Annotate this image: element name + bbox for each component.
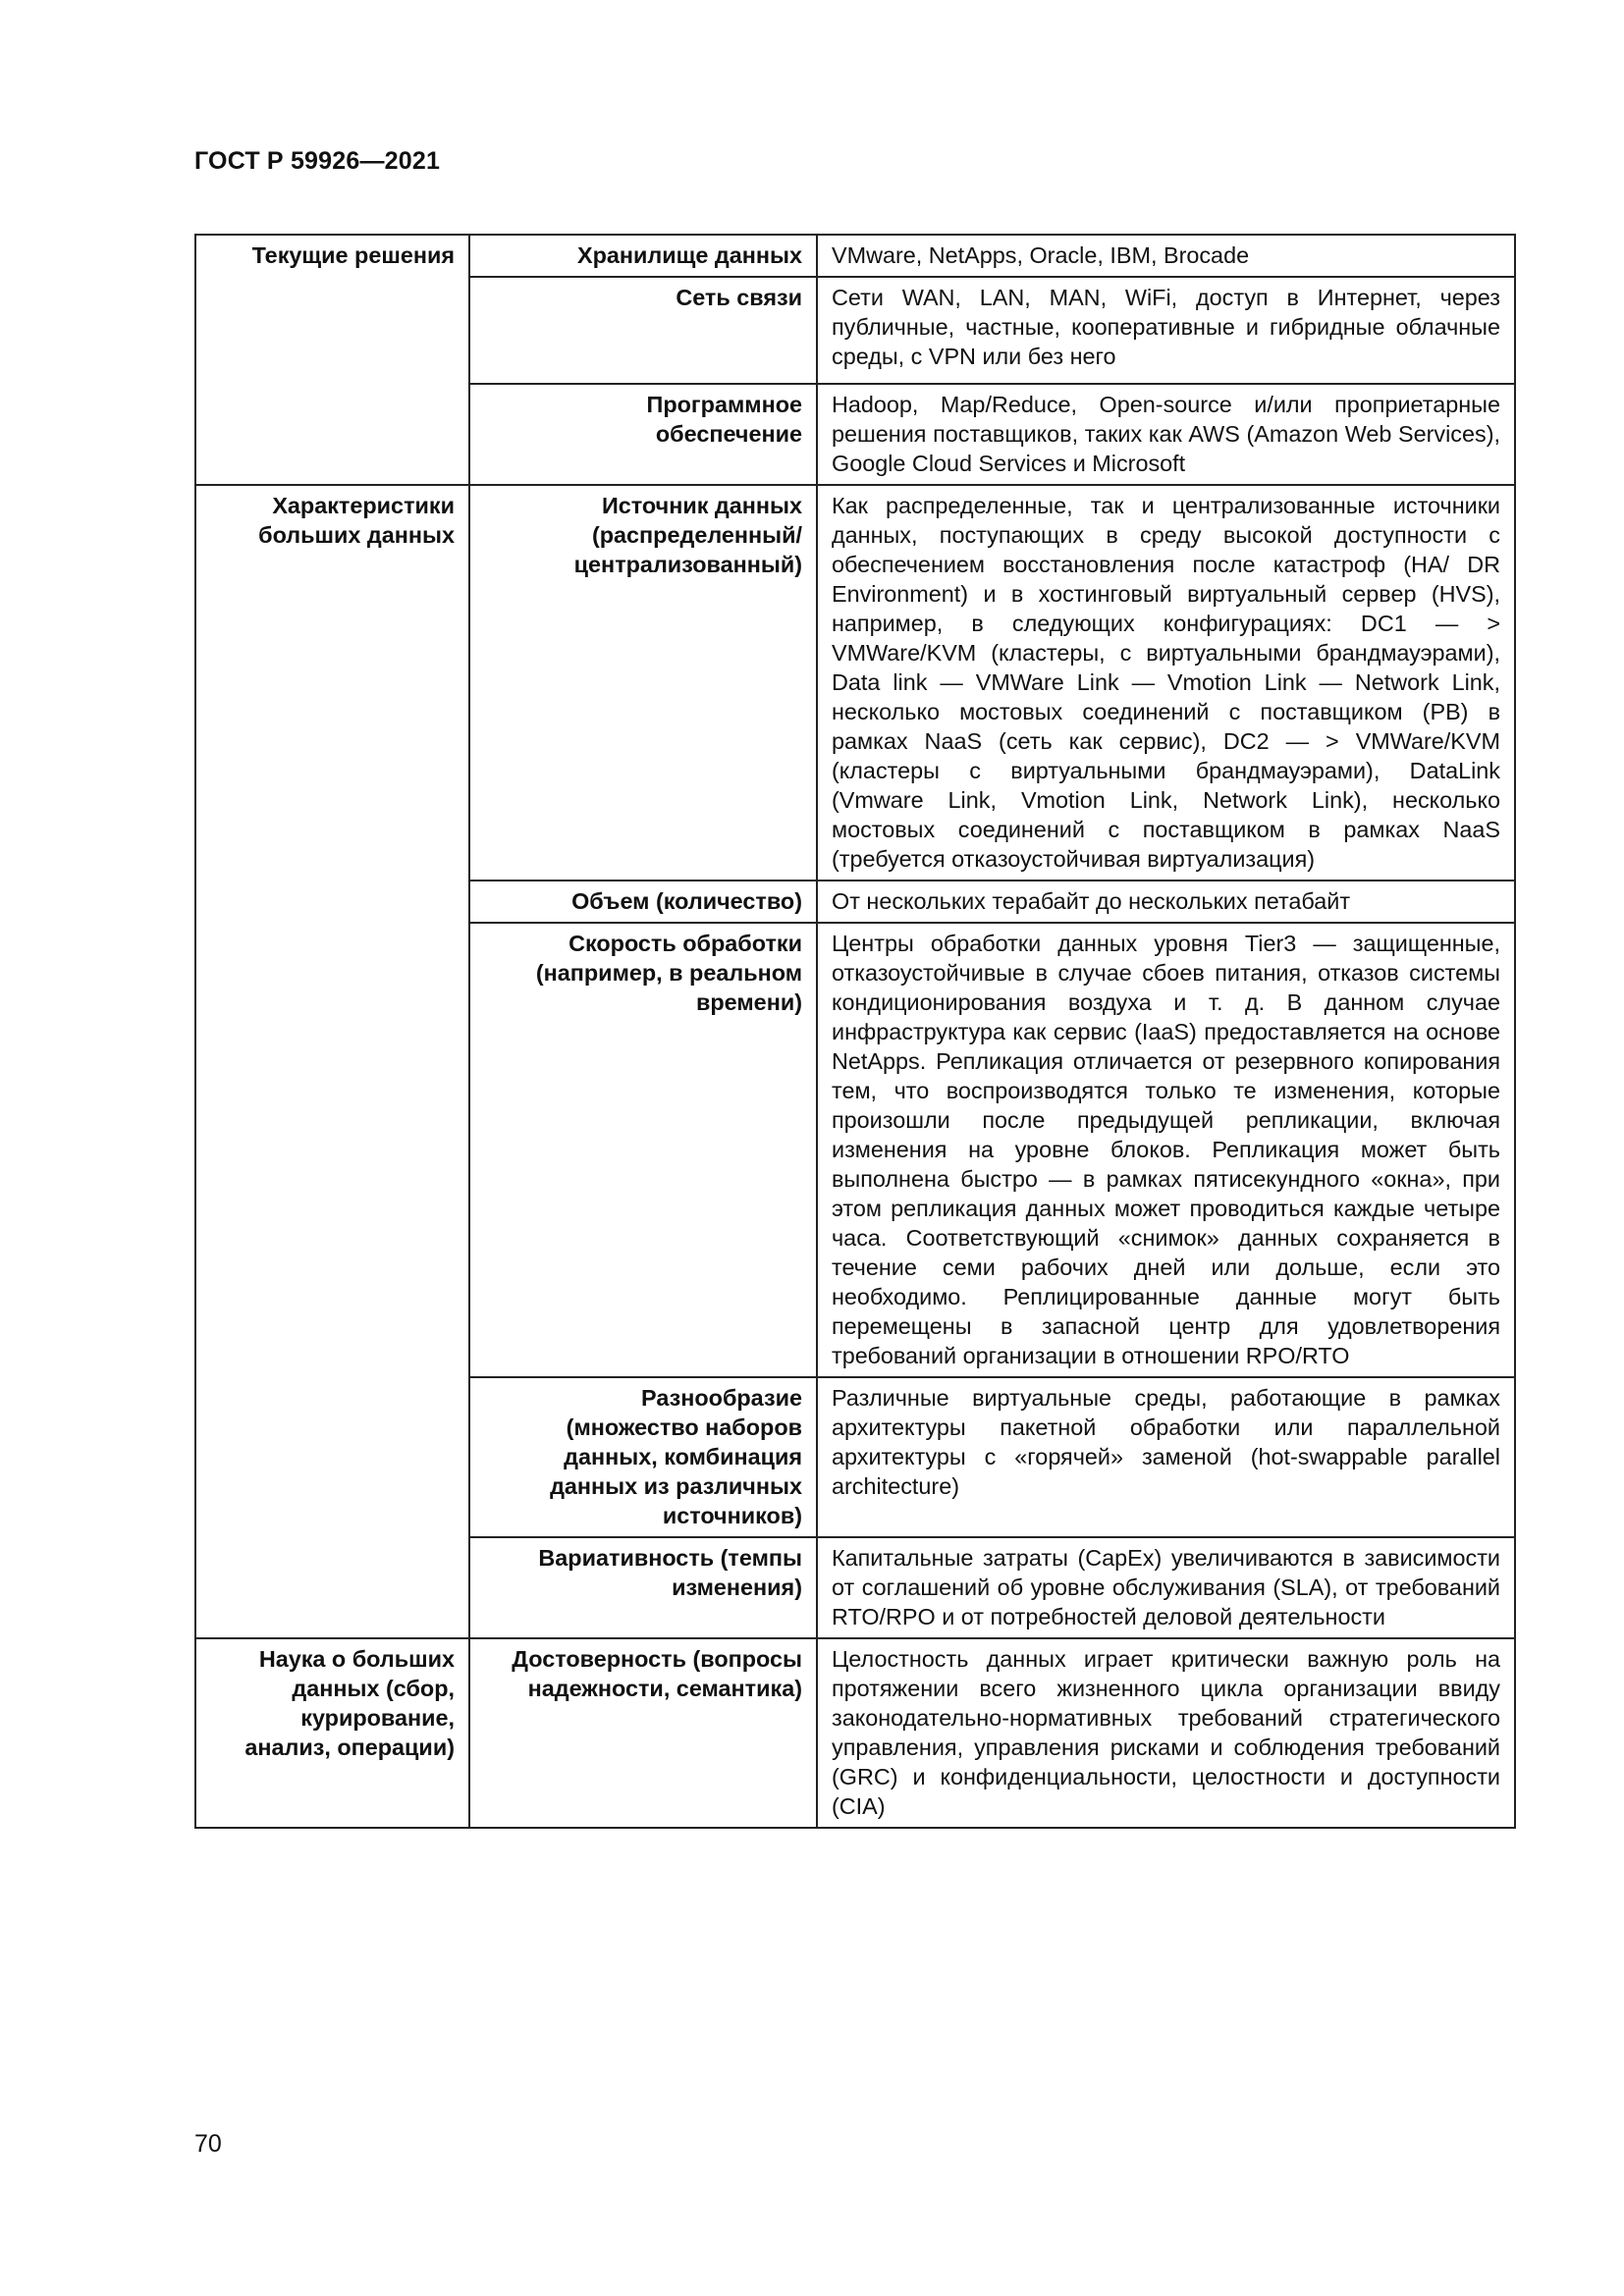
category-cell: Наука о больших данных (сбор, курирование, анализ, операции): [195, 1638, 469, 1828]
data-table: [194, 234, 1516, 1829]
description-cell: Капитальные затраты (CapEx) увеличиваются в зависимости от соглашений об уровне обслуживания (SLA), от требований RTO/RPO и от потребностей деловой деятельности: [817, 1537, 1515, 1638]
description-cell: Целостность данных играет критически важную роль на протяжении всего жизненного цикла организации ввиду законодательно-нормативных требований стратегического управления, управления рисками и соблюдения требований (GRC) и конфиденциальности, целостности и доступности (CIA): [817, 1638, 1515, 1828]
document-header: ГОСТ Р 59926—2021: [194, 147, 441, 175]
property-cell: Скорость обработки (например, в реальном времени): [469, 923, 817, 1377]
table-row: [195, 1638, 1515, 1828]
property-cell: Объем (количество): [469, 881, 817, 923]
description-cell: VMware, NetApps, Oracle, IBM, Brocade: [817, 235, 1515, 277]
description-cell: От нескольких терабайт до нескольких петабайт: [817, 881, 1515, 923]
property-cell: Разнообразие (множество наборов данных, комбинация данных из различных источников): [469, 1377, 817, 1537]
property-cell: Достоверность (вопросы надежности, семантика): [469, 1638, 817, 1828]
property-cell: Вариативность (темпы изменения): [469, 1537, 817, 1638]
description-cell: Сети WAN, LAN, MAN, WiFi, доступ в Интернет, через публичные, частные, кооперативные и гибридные облачные среды, с VPN или без него: [817, 277, 1515, 384]
category-cell: Текущие решения: [195, 235, 469, 485]
property-cell: Хранилище данных: [469, 235, 817, 277]
property-cell: Программное обеспечение: [469, 384, 817, 485]
table-row: [195, 235, 1515, 277]
page-number: 70: [194, 2130, 222, 2158]
category-cell: Характеристики больших данных: [195, 485, 469, 1638]
table-row: [195, 485, 1515, 881]
description-cell: Различные виртуальные среды, работающие в рамках архитектуры пакетной обработки или параллельной архитектуры с «горячей» заменой (hot-swappable parallel architecture): [817, 1377, 1515, 1537]
property-cell: Сеть связи: [469, 277, 817, 384]
property-cell: Источник данных (распределенный/ централизованный): [469, 485, 817, 881]
description-cell: Hadoop, Map/Reduce, Open-source и/или проприетарные решения поставщиков, таких как AWS (Amazon Web Services), Google Cloud Services и Microsoft: [817, 384, 1515, 485]
description-cell: Как распределенные, так и централизованные источники данных, поступающих в среду высокой доступности с обеспечением восстановления после катастроф (HA/ DR Environment) и в хостинговый виртуальный сервер (HVS), например, в следующих конфигурациях: DC1 — > VMWare/KVM (кластеры, с виртуальными брандмауэрами), Data link — VMWare Link — Vmotion Link — Network Link, несколько мостовых соединений с поставщиком (PB) в рамках NaaS (сеть как сервис), DC2 — > VMWare/KVM (кластеры с виртуальными брандмауэрами), DataLink (Vmware Link, Vmotion Link, Network Link), несколько мостовых соединений с поставщиком в рамках NaaS (требуется отказоустойчивая виртуализация): [817, 485, 1515, 881]
description-cell: Центры обработки данных уровня Tier3 — защищенные, отказоустойчивые в случае сбоев питания, отказов системы кондиционирования воздуха и т. д. В данном случае инфраструктура как сервис (IaaS) предоставляется на основе NetApps. Репликация отличается от резервного копирования тем, что воспроизводятся только те изменения, которые произошли после предыдущей репликации, включая изменения на уровне блоков. Репликация может быть выполнена быстро — в рамках пятисекундного «окна», при этом репликация данных может проводиться каждые четыре часа. Соответствующий «снимок» данных сохраняется в течение семи рабочих дней или дольше, если это необходимо. Реплицированные данные могут быть перемещены в запасной центр для удовлетворения требований организации в отношении RPO/RTO: [817, 923, 1515, 1377]
